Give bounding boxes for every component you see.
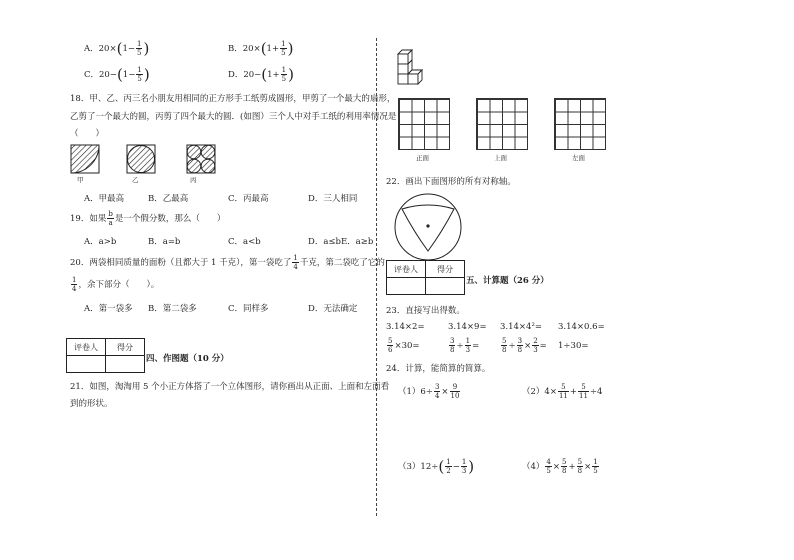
q19-option-d: D．a≤bE．a≥b — [308, 237, 374, 247]
score-cell[interactable] — [426, 278, 465, 295]
text: 20．两袋相同质量的面粉（且都大于 1 千克），第一袋吃了 — [70, 258, 292, 268]
denominator: 3 — [533, 346, 538, 354]
reviewer-label: 评卷人 — [67, 339, 106, 356]
numerator: b — [108, 210, 113, 218]
q19-option-c: C．a<b — [228, 237, 261, 247]
q19-option-b: B．a=b — [148, 237, 181, 247]
operator: + — [272, 70, 280, 80]
text: 千克，第二袋吃了它的 — [299, 258, 385, 268]
q19-question — [70, 210, 225, 227]
text: ×30= — [394, 341, 420, 351]
operator: + — [568, 462, 576, 472]
q17-option-b: B．20×(1+ $\frac{1}{5}$ ) — [228, 39, 294, 58]
text: 是一个假分数，那么（ ） — [114, 214, 226, 224]
numerator: 1 — [593, 458, 598, 466]
operator: × — [441, 387, 449, 397]
score-box-section-4 — [66, 338, 145, 373]
fraction — [107, 210, 113, 227]
q24-question: 24．计算，能简算的简算。 — [386, 364, 491, 374]
fraction — [280, 40, 286, 57]
numerator: 1 — [281, 66, 287, 74]
text: ，余下部分（ ）。 — [78, 280, 160, 290]
reviewer-cell[interactable] — [67, 356, 106, 373]
fraction — [136, 66, 142, 83]
calc-2: 3.14×9= — [448, 322, 487, 332]
operator: ÷4 — [589, 387, 603, 397]
operator: + — [271, 44, 280, 54]
calc-3: 3.14×4²= — [500, 322, 542, 332]
q18-option-d: D．三人相同 — [308, 194, 358, 204]
left-view-grid[interactable] — [554, 98, 606, 150]
fraction — [558, 383, 569, 400]
q17-option-a: A．20×(1− $\frac{1}{5}$ ) — [84, 39, 150, 58]
denominator: 3 — [465, 346, 471, 354]
figure-yi-circle — [126, 144, 160, 174]
q18-line-2: 乙剪了一个最大的圆，丙剪了四个最大的圆．(如图）三个人中对手工纸的利用率情况是 — [70, 112, 397, 122]
top-view-grid[interactable] — [476, 98, 528, 150]
denominator: 11 — [558, 392, 568, 400]
numerator: 1 — [465, 337, 471, 345]
label: （4） — [522, 462, 545, 472]
numerator: 5 — [577, 458, 583, 466]
q17-option-d: D．20−(1+ $\frac{1}{5}$ ) — [228, 65, 294, 84]
operator: − — [128, 70, 136, 80]
denominator: a — [108, 219, 113, 227]
problem-2 — [522, 383, 602, 400]
figure-label-yi: 乙 — [132, 176, 139, 184]
figure-bing-four-circles — [186, 144, 220, 174]
top-view-label: 上面 — [494, 154, 507, 162]
operator: = — [539, 341, 547, 351]
denominator: 10 — [450, 392, 460, 400]
q20-option-b: B．第二袋多 — [148, 304, 197, 314]
problem-1 — [398, 383, 461, 400]
figure-jia-quarter-circle — [70, 144, 104, 174]
numerator: 1 — [72, 276, 77, 284]
calc-8: 1÷30= — [558, 341, 589, 351]
label: （2） — [522, 387, 545, 397]
front-view-grid[interactable] — [398, 98, 450, 150]
text: 19．如果 — [70, 214, 107, 224]
operator: × — [584, 462, 592, 472]
fraction — [461, 458, 467, 475]
front-view-label: 正面 — [416, 154, 429, 162]
q19-option-a: A．a>b — [84, 237, 117, 247]
option-label: A．20× — [84, 44, 117, 54]
fraction — [449, 337, 455, 354]
numerator: 9 — [450, 383, 461, 392]
numerator: 5 — [558, 383, 569, 392]
problem-3: （3）12÷( $\frac{1}{2}$ − $\frac{1}{3}$ ) — [398, 457, 475, 476]
denominator: 8 — [562, 467, 567, 475]
q20-option-c: C．同样多 — [228, 304, 269, 314]
fraction — [450, 383, 461, 400]
numerator: 2 — [533, 337, 538, 345]
term: 1 — [266, 44, 272, 54]
q20-line-1 — [70, 254, 385, 271]
denominator: 6 — [388, 346, 393, 354]
fraction — [561, 458, 567, 475]
numerator: 4 — [546, 458, 551, 466]
numerator: 1 — [461, 458, 467, 466]
denominator: 5 — [136, 49, 142, 57]
numerator: 1 — [446, 458, 451, 466]
fraction — [532, 337, 538, 354]
operator: ÷ — [456, 341, 464, 351]
score-box-section-5 — [386, 260, 465, 295]
fraction — [387, 337, 393, 354]
q20-option-a: A．第一袋多 — [84, 304, 133, 314]
left-view-label: 左面 — [572, 154, 585, 162]
denominator: 2 — [446, 467, 451, 475]
label: （1） — [398, 387, 421, 397]
q23-question: 23．直接写出得数。 — [386, 306, 465, 316]
calc-1: 3.14×2= — [386, 322, 425, 332]
fraction — [445, 458, 451, 475]
numerator: 5 — [578, 383, 589, 392]
calc-5 — [386, 337, 420, 354]
numerator: 3 — [517, 337, 523, 345]
numerator: 1 — [137, 66, 142, 74]
numerator: 5 — [562, 458, 567, 466]
operator: − — [452, 462, 460, 472]
text: 6÷ — [420, 387, 433, 397]
denominator: 5 — [281, 75, 287, 83]
numerator: 1 — [136, 40, 142, 48]
operator: + — [569, 387, 577, 397]
fraction — [465, 337, 471, 354]
reviewer-label: 评卷人 — [387, 261, 426, 278]
denominator: 5 — [281, 49, 286, 57]
fraction — [577, 458, 583, 475]
calc-7 — [500, 337, 547, 354]
denominator: 5 — [593, 467, 598, 475]
calc-4: 3.14×0.6= — [558, 322, 605, 332]
denominator: 8 — [450, 346, 455, 354]
term: 1 — [267, 70, 273, 80]
section-4-title: 四、作图题（10 分） — [146, 354, 229, 364]
fraction — [517, 337, 523, 354]
text: 12÷ — [420, 462, 439, 472]
circle-triangle-figure — [390, 192, 466, 262]
denominator: 8 — [517, 346, 523, 354]
q18-option-a: A．甲最高 — [84, 194, 125, 204]
fraction — [545, 458, 551, 475]
operator: = — [472, 341, 480, 351]
q18-line-1: 18．甲、乙、丙三名小朋友用相同的正方形手工纸剪成圆形，甲剪了一个最大的扇形， — [70, 94, 396, 104]
numerator: 5 — [388, 337, 393, 345]
fraction — [281, 66, 287, 83]
q17-option-c: C．20−(1− $\frac{1}{5}$ ) — [84, 65, 150, 84]
calc-6 — [448, 337, 479, 354]
option-label: C．20− — [84, 70, 117, 80]
label: （3） — [398, 462, 421, 472]
figure-label-jia: 甲 — [77, 176, 84, 184]
fraction — [136, 40, 142, 57]
section-5-title: 五、计算题（26 分） — [466, 276, 549, 286]
figure-label-bing: 丙 — [190, 176, 197, 184]
q21-line-1: 21．如图，淘淘用 5 个小正方体搭了一个立体图形，请你画出从正面、上面和左面看 — [70, 382, 390, 392]
fraction — [501, 337, 507, 354]
q22-question: 22．画出下面图形的所有对称轴。 — [386, 177, 516, 187]
numerator: 3 — [434, 383, 440, 391]
operator: ÷ — [508, 341, 516, 351]
numerator: 1 — [293, 254, 298, 262]
score-label: 得分 — [106, 339, 145, 356]
operator: − — [127, 44, 135, 54]
numerator: 1 — [281, 40, 286, 48]
denominator: 4 — [293, 263, 298, 271]
column-divider — [376, 38, 377, 516]
denominator: 5 — [546, 467, 551, 475]
score-cell[interactable] — [106, 356, 145, 373]
denominator: 3 — [461, 467, 467, 475]
q18-option-b: B．乙最高 — [148, 194, 189, 204]
denominator: 8 — [502, 346, 507, 354]
problem-4 — [522, 458, 600, 475]
text: 4× — [544, 387, 557, 397]
denominator: 4 — [72, 285, 77, 293]
option-label: B．20× — [228, 44, 261, 54]
q18-line-3: （ ） — [70, 129, 105, 139]
score-label: 得分 — [426, 261, 465, 278]
numerator: 3 — [450, 337, 455, 345]
reviewer-cell[interactable] — [387, 278, 426, 295]
fraction — [434, 383, 440, 400]
operator: × — [524, 341, 532, 351]
q21-line-2: 到的形状。 — [70, 399, 113, 409]
term: 1 — [122, 44, 128, 54]
fraction — [292, 254, 298, 271]
option-label: D．20− — [228, 70, 262, 80]
q18-option-c: C．丙最高 — [228, 194, 269, 204]
term: 1 — [122, 70, 129, 80]
denominator: 5 — [137, 75, 142, 83]
operator: × — [552, 462, 561, 472]
fraction — [71, 276, 77, 293]
denominator: 4 — [434, 392, 440, 400]
fraction — [578, 383, 589, 400]
numerator: 5 — [502, 337, 507, 345]
cube-stack-figure — [394, 44, 434, 90]
denominator: 8 — [577, 467, 583, 475]
q20-line-2 — [70, 276, 159, 293]
q20-option-d: D．无法确定 — [308, 304, 358, 314]
denominator: 11 — [579, 392, 588, 400]
fraction — [592, 458, 598, 475]
